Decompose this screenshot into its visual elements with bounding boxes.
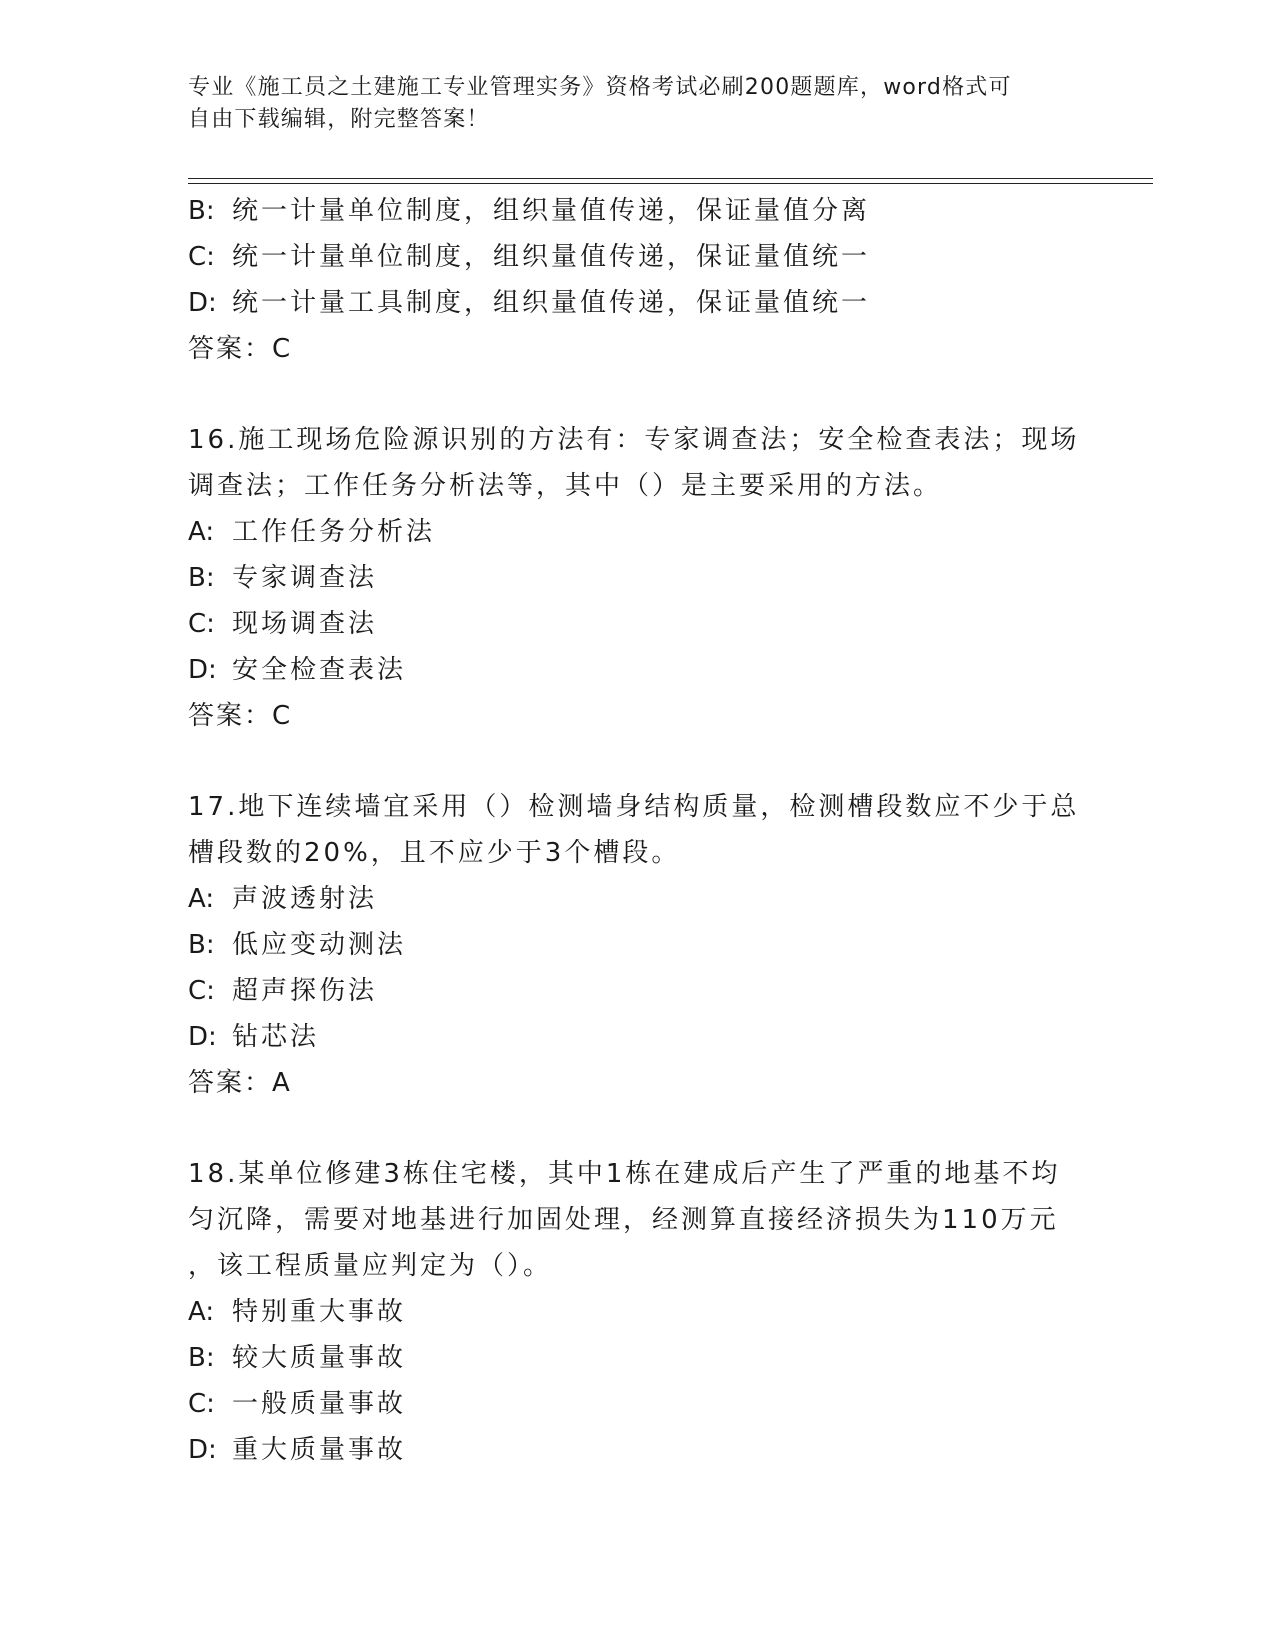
- header-line-2: 自由下载编辑，附完整答案！: [188, 107, 490, 132]
- option-letter: B:: [188, 1343, 215, 1373]
- question-18: [188, 1151, 1088, 1473]
- option-text: 钻芯法: [232, 1022, 320, 1052]
- option-text: 现场调查法: [232, 609, 378, 639]
- option-letter: C:: [188, 1389, 215, 1419]
- answer-value: A: [272, 1068, 293, 1098]
- option-d: [188, 647, 1088, 693]
- option-text: 安全检查表法: [232, 655, 407, 685]
- option-letter: B:: [188, 930, 215, 960]
- option-text: 专家调查法: [232, 563, 378, 593]
- question-stem-line: 17.地下连续墙宜采用（）检测墙身结构质量，检测槽段数应不少于总: [188, 792, 1080, 822]
- option-letter: D:: [188, 1022, 217, 1052]
- header-divider-top: [188, 178, 1153, 179]
- option-text: 重大质量事故: [232, 1435, 407, 1465]
- question-stem-line: 匀沉降，需要对地基进行加固处理，经测算直接经济损失为110万元: [188, 1205, 1059, 1235]
- header-divider-bottom: [188, 183, 1153, 184]
- option-text: 较大质量事故: [232, 1343, 407, 1373]
- question-15-continuation: [188, 188, 1088, 372]
- option-a: [188, 1289, 1088, 1335]
- question-stem-line: 16.施工现场危险源识别的方法有：专家调查法；安全检查表法；现场: [188, 425, 1080, 455]
- option-text: 一般质量事故: [232, 1389, 407, 1419]
- answer-label: 答案：: [188, 701, 273, 731]
- option-c: [188, 1381, 1088, 1427]
- option-b: [188, 1335, 1088, 1381]
- question-17: [188, 784, 1088, 1106]
- option-c: [188, 601, 1088, 647]
- option-c: [188, 968, 1088, 1014]
- question-stem-line: 18.某单位修建3栋住宅楼，其中1栋在建成后产生了严重的地基不均: [188, 1159, 1061, 1189]
- answer-label: 答案：: [188, 334, 273, 364]
- question-stem-line: ，该工程质量应判定为（）。: [188, 1251, 553, 1281]
- option-d: [188, 280, 1088, 326]
- option-letter: C:: [188, 242, 215, 272]
- answer-line: [188, 693, 1088, 739]
- option-letter: D:: [188, 288, 217, 318]
- question-stem-line: 槽段数的20%，且不应少于3个槽段。: [188, 838, 681, 868]
- option-c: [188, 234, 1088, 280]
- option-d: [188, 1014, 1088, 1060]
- option-b: [188, 188, 1088, 234]
- document-header: [188, 72, 1068, 136]
- header-line-1: 专业《施工员之土建施工专业管理实务》资格考试必刷200题题库，word格式可: [188, 75, 1012, 100]
- question-stem-line: 调查法；工作任务分析法等，其中（）是主要采用的方法。: [188, 471, 943, 501]
- option-letter: A:: [188, 517, 215, 547]
- answer-line: [188, 326, 1088, 372]
- option-text: 统一计量工具制度，组织量值传递，保证量值统一: [232, 288, 871, 318]
- question-16: [188, 417, 1088, 739]
- option-letter: A:: [188, 884, 215, 914]
- option-letter: D:: [188, 655, 217, 685]
- option-b: [188, 555, 1088, 601]
- option-letter: D:: [188, 1435, 217, 1465]
- option-d: [188, 1427, 1088, 1473]
- option-text: 特别重大事故: [232, 1297, 407, 1327]
- answer-value: C: [272, 334, 294, 364]
- option-text: 超声探伤法: [232, 976, 378, 1006]
- option-letter: B:: [188, 563, 215, 593]
- answer-value: C: [272, 701, 294, 731]
- option-a: [188, 876, 1088, 922]
- document-body: [188, 188, 1088, 1473]
- answer-label: 答案：: [188, 1068, 273, 1098]
- option-text: 工作任务分析法: [232, 517, 436, 547]
- option-a: [188, 509, 1088, 555]
- option-text: 统一计量单位制度，组织量值传递，保证量值统一: [232, 242, 871, 272]
- answer-line: [188, 1060, 1088, 1106]
- option-text: 声波透射法: [232, 884, 378, 914]
- option-text: 统一计量单位制度，组织量值传递，保证量值分离: [232, 196, 871, 226]
- option-letter: A:: [188, 1297, 215, 1327]
- option-letter: B:: [188, 196, 215, 226]
- option-text: 低应变动测法: [232, 930, 407, 960]
- option-b: [188, 922, 1088, 968]
- option-letter: C:: [188, 976, 215, 1006]
- option-letter: C:: [188, 609, 215, 639]
